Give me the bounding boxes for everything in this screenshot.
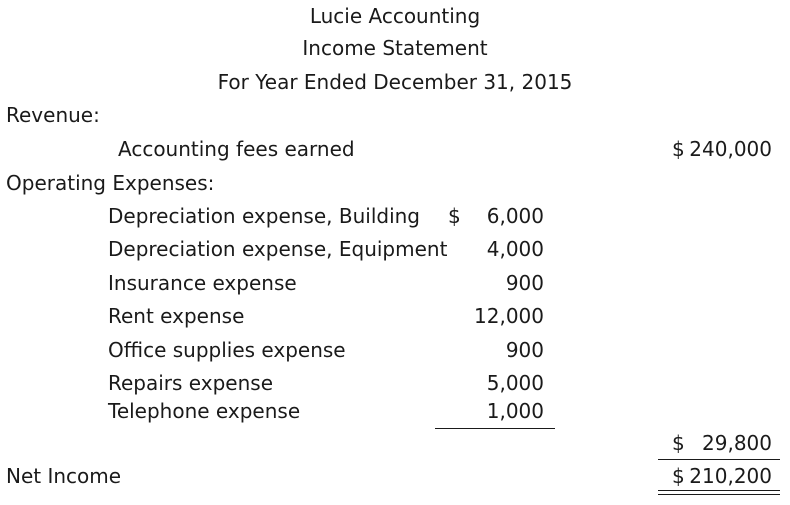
company-name: Lucie Accounting: [309, 4, 481, 28]
expense-amount-insurance: 900: [505, 271, 544, 295]
expense-label-repairs: Repairs expense: [108, 371, 273, 395]
operating-expenses-heading: Operating Expenses:: [6, 171, 215, 195]
expense-amount-office-supplies: 900: [505, 338, 544, 362]
total-expenses-currency: $: [672, 431, 685, 455]
net-income-amount: 210,200: [689, 464, 772, 488]
revenue-currency: $: [672, 137, 685, 161]
expense-amount-repairs: 5,000: [486, 371, 544, 395]
total-expenses-amount: 29,800: [702, 431, 772, 455]
expense-currency: $: [448, 204, 461, 228]
statement-period: For Year Ended December 31, 2015: [217, 70, 573, 94]
total-expenses-underline: [658, 459, 780, 460]
net-income-double-underline-bottom: [658, 494, 780, 495]
expense-label-insurance: Insurance expense: [108, 271, 297, 295]
revenue-amount: 240,000: [689, 137, 772, 161]
expense-column-underline: [435, 428, 555, 429]
revenue-heading: Revenue:: [6, 103, 100, 127]
net-income-label: Net Income: [6, 464, 122, 488]
revenue-item-label: Accounting fees earned: [118, 137, 355, 161]
expense-amount-depreciation-equipment: 4,000: [486, 237, 544, 261]
expense-label-telephone: Telephone expense: [108, 399, 301, 423]
expense-amount-depreciation-building: 6,000: [486, 204, 544, 228]
expense-amount-telephone: 1,000: [486, 399, 544, 423]
expense-label-office-supplies: Office supplies expense: [108, 338, 346, 362]
expense-amount-rent: 12,000: [474, 304, 544, 328]
expense-label-depreciation-equipment: Depreciation expense, Equipment: [108, 237, 448, 261]
expense-label-rent: Rent expense: [108, 304, 245, 328]
net-income-currency: $: [672, 464, 685, 488]
expense-label-depreciation-building: Depreciation expense, Building: [108, 204, 421, 228]
net-income-double-underline-top: [658, 490, 780, 491]
statement-title: Income Statement: [302, 36, 488, 60]
